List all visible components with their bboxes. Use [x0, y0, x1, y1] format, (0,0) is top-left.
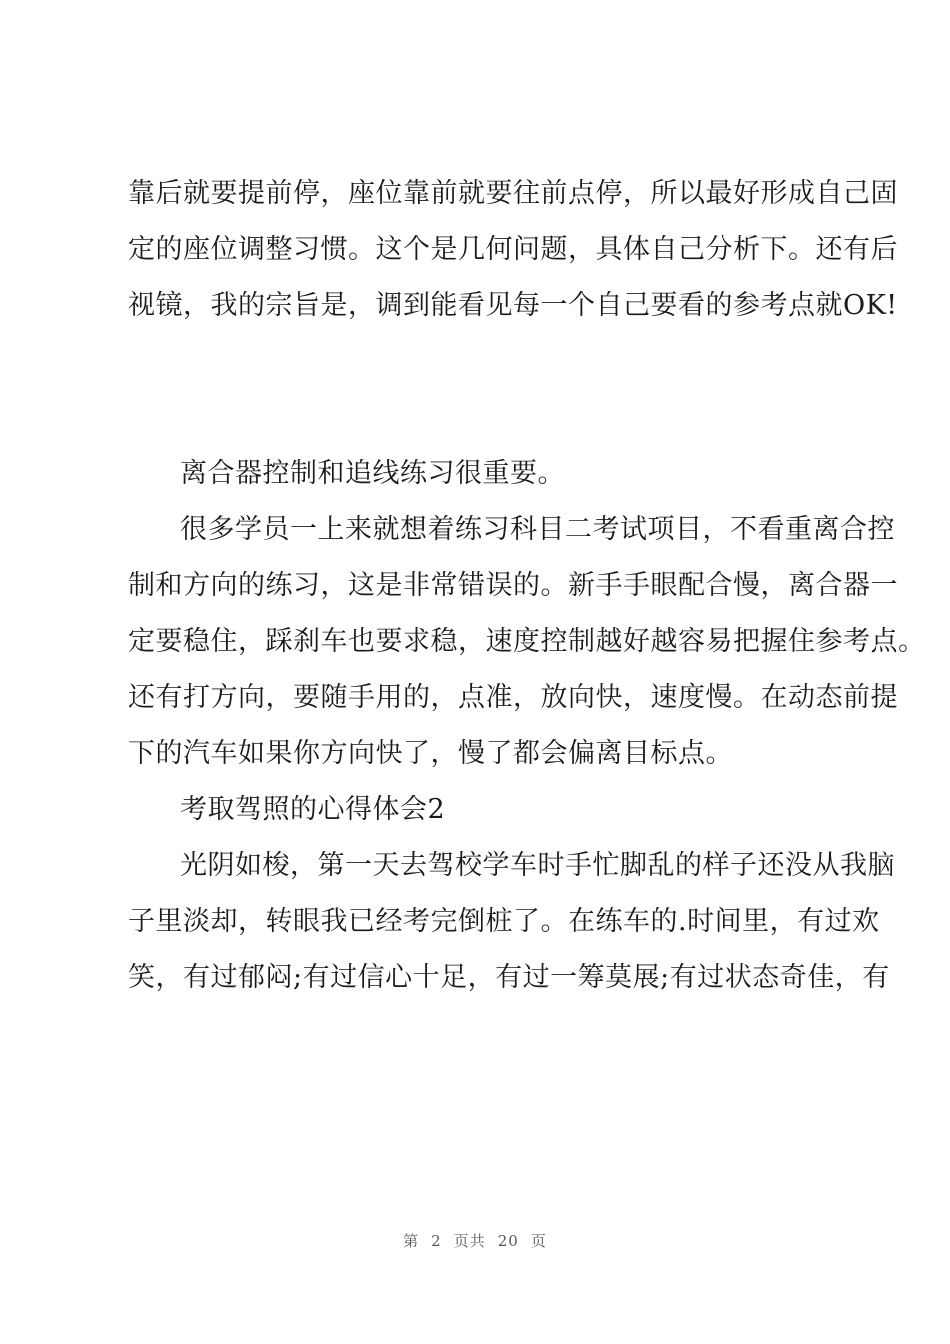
paragraph-line: 光阴如梭，第一天去驾校学车时手忙脚乱的样子还没从我脑 [180, 850, 895, 881]
footer-current-page: 2 [431, 1232, 442, 1250]
paragraph-line: 子里淡却，转眼我已经考完倒桩了。在练车的.时间里，有过欢 [128, 906, 880, 937]
footer-label-page: 第 [403, 1232, 420, 1250]
footer-total-pages: 20 [497, 1232, 519, 1250]
paragraph-line: 视镜，我的宗旨是，调到能看见每一个自己要看的参考点就OK! [128, 290, 898, 321]
paragraph-line: 定要稳住，踩刹车也要求稳，速度控制越好越容易把握住参考点。 [128, 626, 926, 657]
paragraph-line: 下的汽车如果你方向快了，慢了都会偏离目标点。 [128, 738, 733, 769]
paragraph-line: 制和方向的练习，这是非常错误的。新手手眼配合慢，离合器一 [128, 570, 898, 601]
paragraph-line: 靠后就要提前停，座位靠前就要往前点停，所以最好形成自己固 [128, 178, 898, 209]
page-footer [0, 1230, 950, 1251]
paragraph-line: 很多学员一上来就想着练习科目二考试项目，不看重离合控 [180, 514, 895, 545]
paragraph-line: 定的座位调整习惯。这个是几何问题，具体自己分析下。还有后 [128, 234, 898, 265]
section-title: 考取驾照的心得体会2 [180, 794, 446, 825]
paragraph-line: 还有打方向，要随手用的，点准，放向快，速度慢。在动态前提 [128, 682, 898, 713]
footer-label-of: 页共 [453, 1232, 486, 1250]
section-heading: 离合器控制和追线练习很重要。 [180, 458, 565, 489]
paragraph-line: 笑，有过郁闷;有过信心十足，有过一筹莫展;有过状态奇佳，有 [128, 962, 890, 993]
footer-label-end: 页 [530, 1232, 547, 1250]
